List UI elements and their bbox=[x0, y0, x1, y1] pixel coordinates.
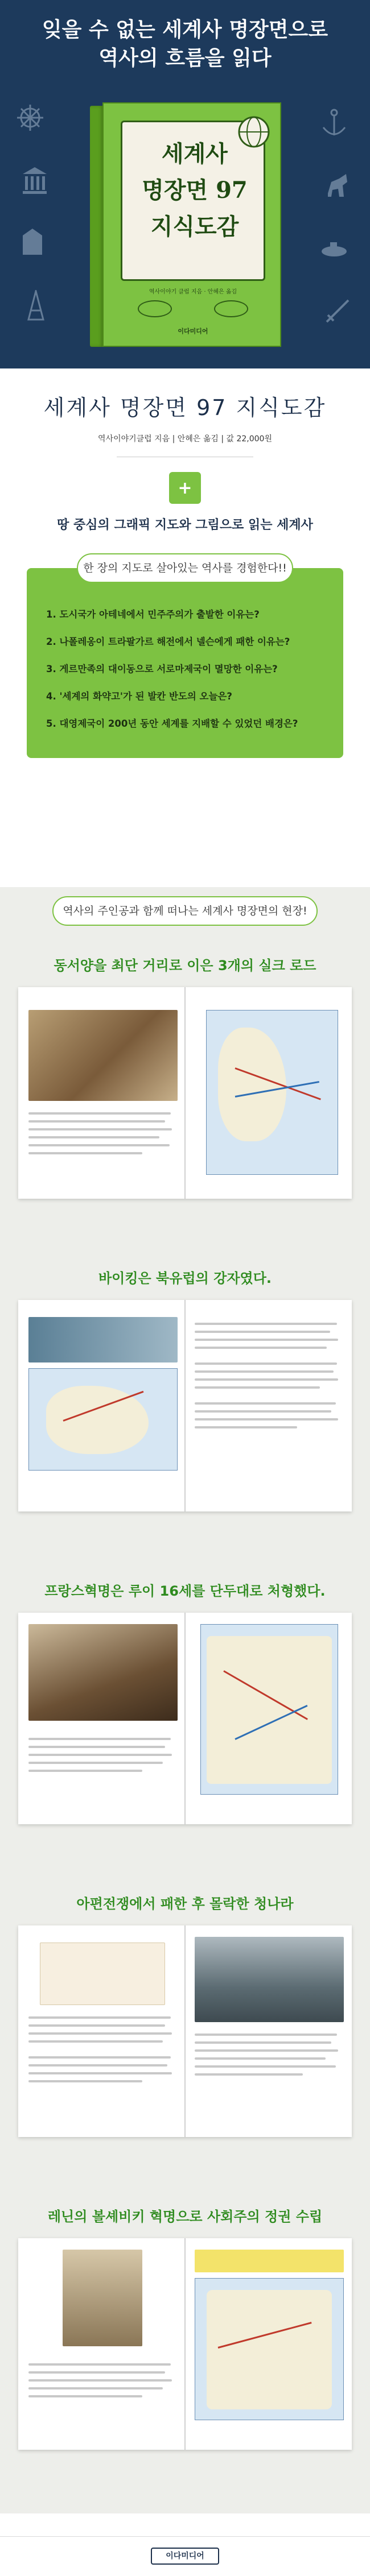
book-spread-bolshevik bbox=[18, 2238, 352, 2450]
laurel-right-icon bbox=[214, 300, 248, 317]
temple-icon bbox=[19, 165, 50, 196]
quiz-item: 3. 게르만족의 대이동으로 서로마제국이 멸망한 이유는? bbox=[46, 664, 278, 674]
ship-illustration bbox=[28, 1317, 178, 1362]
text-line bbox=[28, 1152, 142, 1154]
footer-divider bbox=[0, 2536, 370, 2537]
text-line bbox=[28, 2032, 172, 2035]
text-line bbox=[28, 2064, 167, 2066]
tower-icon bbox=[20, 290, 51, 321]
text-line bbox=[28, 2363, 171, 2366]
text-line bbox=[28, 2379, 172, 2382]
text-line bbox=[28, 2016, 171, 2019]
left-page bbox=[28, 1937, 178, 2126]
book-spread-french-revolution bbox=[18, 1613, 352, 1824]
map-land bbox=[207, 1636, 332, 1784]
spread-gallery bbox=[0, 887, 370, 2513]
text-line bbox=[28, 2056, 171, 2059]
text-line bbox=[28, 1770, 142, 1772]
text-line bbox=[28, 2024, 165, 2027]
map-image bbox=[206, 1010, 338, 1175]
callout-box bbox=[40, 1943, 165, 2005]
building-icon bbox=[17, 227, 48, 258]
ship-wheel-icon bbox=[15, 102, 46, 133]
text-line bbox=[195, 1331, 330, 1333]
text-line bbox=[195, 2073, 303, 2076]
text-line bbox=[28, 2371, 165, 2374]
book-spread-vikings bbox=[18, 1300, 352, 1511]
book-credits: 역사이야기클럽 지음 | 안혜은 옮김 | 값 22,000원 bbox=[98, 434, 272, 444]
publisher-logo: 이다미디어 bbox=[151, 2548, 219, 2565]
text-line bbox=[195, 2034, 337, 2036]
book-info bbox=[0, 368, 370, 758]
book-front-cover bbox=[102, 102, 281, 347]
cover-title bbox=[122, 136, 267, 245]
map-image bbox=[200, 1624, 338, 1795]
text-line bbox=[195, 2065, 336, 2068]
text-line bbox=[195, 1370, 334, 1373]
text-line bbox=[28, 1738, 171, 1740]
text-line bbox=[28, 1754, 172, 1756]
quiz-box bbox=[27, 553, 343, 758]
spread-title: 동서양을 최단 거리로 이은 3개의 실크 로드 bbox=[54, 958, 316, 974]
cover-title-line3: 지식도감 bbox=[150, 213, 239, 240]
cover-title-line2: 명장면 97 bbox=[142, 177, 248, 204]
page-fold bbox=[184, 1925, 186, 2137]
text-line bbox=[195, 2041, 331, 2044]
quiz-item: 2. 나폴레옹이 트라팔가르 해전에서 넬슨에게 패한 이유는? bbox=[46, 636, 290, 647]
text-line bbox=[195, 1347, 327, 1349]
anchor-icon bbox=[319, 108, 350, 139]
book-cover-image bbox=[90, 102, 281, 347]
text-line bbox=[195, 1402, 336, 1405]
map-image bbox=[28, 1368, 178, 1471]
globe-icon bbox=[236, 114, 272, 150]
text-line bbox=[195, 1386, 320, 1389]
right-page bbox=[195, 1311, 344, 1500]
text-line bbox=[195, 1378, 338, 1381]
quiz-heading: 한 장의 지도로 살아있는 역사를 경험한다!! bbox=[77, 553, 293, 583]
map-image bbox=[195, 2278, 344, 2420]
painting-image bbox=[28, 1624, 178, 1721]
callout-box bbox=[195, 2250, 344, 2272]
cover-title-line1: 세계사 bbox=[162, 140, 228, 167]
text-line bbox=[195, 1426, 297, 1428]
text-line bbox=[195, 1323, 337, 1325]
text-line bbox=[28, 1112, 171, 1115]
quiz-item: 5. 대영제국이 200년 동안 세계를 지배할 수 있었던 배경은? bbox=[46, 718, 298, 729]
cover-brand: 이다미디어 bbox=[178, 328, 208, 335]
battle-painting-image bbox=[195, 1937, 344, 2022]
quiz-list bbox=[27, 568, 343, 758]
quiz-item: 4. '세계의 화약고'가 된 발칸 반도의 오늘은? bbox=[46, 691, 232, 702]
hero-title-line1: 잊을 수 없는 세계사 명장면으로 bbox=[42, 18, 328, 42]
text-line bbox=[28, 1762, 163, 1764]
plus-badge-icon: + bbox=[169, 472, 201, 504]
text-line bbox=[28, 2395, 142, 2397]
book-spread-silk-road bbox=[18, 987, 352, 1199]
left-page bbox=[28, 1624, 178, 1813]
spread-title: 아편전쟁에서 패한 후 몰락한 청나라 bbox=[76, 1896, 294, 1912]
text-line bbox=[28, 1120, 165, 1123]
spread-title: 레닌의 볼셰비키 혁명으로 사회주의 정권 수립 bbox=[47, 2209, 323, 2225]
laurel-left-icon bbox=[138, 300, 172, 317]
portrait-image bbox=[63, 2250, 142, 2346]
text-line bbox=[28, 2387, 163, 2389]
text-line bbox=[195, 2057, 326, 2060]
spread-title: 프랑스혁명은 루이 16세를 단두대로 처형했다. bbox=[44, 1583, 326, 1599]
page-fold bbox=[184, 1613, 186, 1824]
right-page bbox=[195, 1624, 344, 1813]
text-line bbox=[195, 1418, 338, 1420]
hero-banner bbox=[0, 0, 370, 368]
left-page bbox=[28, 1311, 178, 1500]
gallery-heading: 역사의 주인공과 함께 떠나는 세계사 명장면의 현장! bbox=[52, 896, 318, 926]
book-spread-opium-war bbox=[18, 1925, 352, 2137]
text-line bbox=[195, 1362, 337, 1365]
right-page bbox=[195, 1937, 344, 2126]
footer bbox=[0, 2513, 370, 2576]
hero-title-line2: 역사의 흐름을 읽다 bbox=[98, 47, 272, 70]
text-line bbox=[28, 1144, 170, 1146]
text-line bbox=[28, 2040, 163, 2043]
text-line bbox=[195, 1410, 331, 1413]
submarine-icon bbox=[319, 233, 350, 264]
text-line bbox=[195, 2049, 338, 2052]
book-name: 세계사 명장면 97 지식도감 bbox=[43, 395, 327, 420]
book-subtitle: 땅 중심의 그래픽 지도와 그림으로 읽는 세계사 bbox=[57, 518, 313, 532]
hero-title bbox=[0, 16, 370, 73]
left-page bbox=[28, 2250, 178, 2438]
left-page bbox=[28, 999, 178, 1187]
text-line bbox=[28, 1746, 165, 1748]
right-page bbox=[195, 999, 344, 1187]
book-spine bbox=[90, 106, 104, 347]
spread-title: 바이킹은 북유럽의 강자였다. bbox=[98, 1270, 272, 1286]
page-fold bbox=[184, 987, 186, 1199]
page-fold bbox=[184, 2238, 186, 2450]
text-line bbox=[28, 1128, 172, 1130]
map-land bbox=[218, 1028, 286, 1141]
map-land bbox=[207, 2290, 332, 2409]
text-line bbox=[195, 1339, 338, 1341]
text-line bbox=[28, 1136, 159, 1138]
text-line bbox=[28, 2080, 142, 2082]
quiz-item: 1. 도시국가 아테네에서 민주주의가 출발한 이유는? bbox=[46, 609, 260, 620]
cover-meta: 역사이야기 클럽 지음 · 안혜은 옮김 bbox=[149, 289, 237, 295]
sword-icon bbox=[322, 296, 353, 326]
page-fold bbox=[184, 1300, 186, 1511]
text-line bbox=[28, 2072, 172, 2074]
horse-icon bbox=[322, 171, 353, 201]
illustration-image bbox=[28, 1010, 178, 1101]
right-page bbox=[195, 2250, 344, 2438]
